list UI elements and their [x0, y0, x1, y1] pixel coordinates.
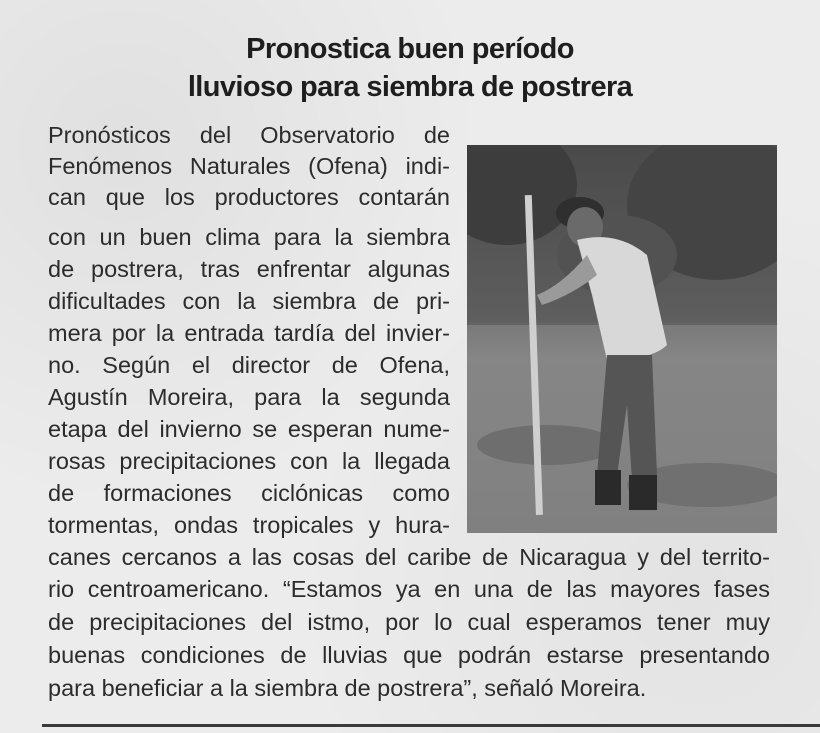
body-line: dificultades con la siembra de pri- — [48, 288, 450, 314]
body-line: tormentas, ondas tropicales y hura- — [48, 512, 450, 538]
body-line: Agustín Moreira, para la segunda — [48, 384, 450, 410]
article-photo — [467, 145, 777, 533]
body-line: no. Según el director de Ofena, — [48, 352, 450, 378]
body-line: etapa del invierno se esperan nume- — [48, 416, 450, 442]
body-line: canes cercanos a las cosas del caribe de Nicaragua y del territo- — [48, 544, 770, 570]
body-line: Fenómenos Naturales (Ofena) indi- — [48, 153, 450, 179]
farmer-photo-illustration — [467, 145, 777, 533]
boot — [629, 475, 657, 510]
boot — [595, 470, 621, 505]
body-line: buenas condiciones de lluvias que podrán estarse presentando — [48, 642, 770, 668]
body-line: Pronósticos del Observatorio de — [48, 122, 450, 148]
headline-line-2: lluvioso para siembra de postrera — [187, 71, 633, 103]
body-line: rio centroamericano. “Estamos ya en una de las mayores fases — [48, 576, 770, 602]
body-line: mera por la entrada tardía del invier- — [48, 320, 450, 346]
body-line: can que los productores contarán — [48, 184, 450, 210]
body-line: de postrera, tras enfrentar algunas — [48, 256, 450, 282]
body-line: de formaciones ciclónicas como — [48, 480, 450, 506]
bottom-rule — [42, 724, 820, 727]
body-line: con un buen clima para la siembra — [48, 224, 450, 250]
article-headline — [0, 30, 820, 106]
body-line: rosas precipitaciones con la llegada — [48, 448, 450, 474]
body-line: de precipitaciones del istmo, por lo cual esperamos tener muy — [48, 609, 770, 635]
headline-line-1: Pronostica buen período — [246, 33, 574, 65]
body-line: para beneficiar a la siembra de postrera”, señaló Moreira. — [48, 675, 647, 701]
ground-patch — [477, 425, 617, 465]
